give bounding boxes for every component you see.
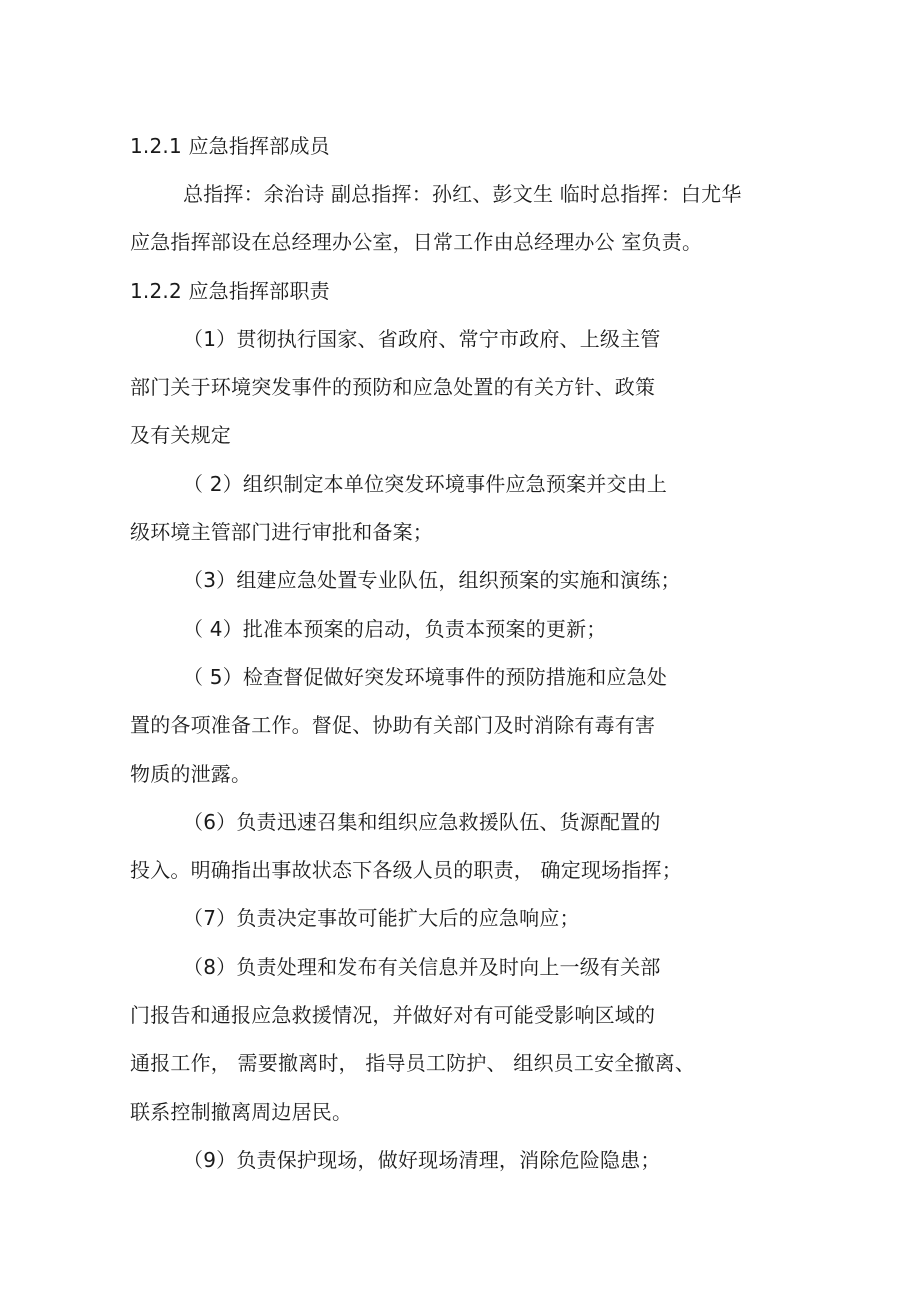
duty-1-line-2: 部门关于环境突发事件的预防和应急处置的有关方针、政策 [130,375,656,399]
section-heading-1-2-1: 1.2.1 应急指挥部成员 [130,134,330,158]
duty-8-line-4: 联系控制撤离周边居民。 [130,1100,353,1124]
duty-3: （3）组建应急处置专业队伍，组织预案的实施和演练； [183,568,681,592]
duty-2-line-2: 级环境主管部门进行审批和备案； [130,520,433,544]
duty-6-line-1: （6）负责迅速召集和组织应急救援队伍、货源配置的 [183,810,661,834]
duty-9: （9）负责保护现场，做好现场清理，消除危险隐患； [183,1148,661,1172]
duty-8-line-1: （8）负责处理和发布有关信息并及时向上一级有关部 [183,955,661,979]
commander-list: 总指挥：余治诗 副总指挥：孙红、彭文生 临时总指挥：白尤华 [183,182,742,206]
duty-1-line-1: （1）贯彻执行国家、省政府、常宁市政府、上级主管 [183,327,661,351]
duty-7: （7）负责决定事故可能扩大后的应急响应； [183,906,580,930]
office-location: 应急指挥部设在总经理办公室，日常工作由总经理办公 室负责。 [130,230,703,254]
section-heading-1-2-2: 1.2.2 应急指挥部职责 [130,279,330,303]
duty-6-line-2: 投入。明确指出事故状态下各级人员的职责， 确定现场指挥； [130,858,682,882]
duty-5-line-3: 物质的泄露。 [130,762,252,786]
duty-5-line-2: 置的各项准备工作。督促、协助有关部门及时消除有毒有害 [130,713,656,737]
duty-2-line-1: （ 2）组织制定本单位突发环境事件应急预案并交由上 [183,472,668,496]
duty-4: （ 4）批准本预案的启动，负责本预案的更新； [183,617,607,641]
duty-5-line-1: （ 5）检查督促做好突发环境事件的预防措施和应急处 [183,665,668,689]
duty-1-line-3: 及有关规定 [130,423,231,447]
duty-8-line-3: 通报工作， 需要撤离时， 指导员工防护、 组织员工安全撤离、 [130,1051,696,1075]
duty-8-line-2: 门报告和通报应急救援情况，并做好对有可能受影响区域的 [130,1003,656,1027]
